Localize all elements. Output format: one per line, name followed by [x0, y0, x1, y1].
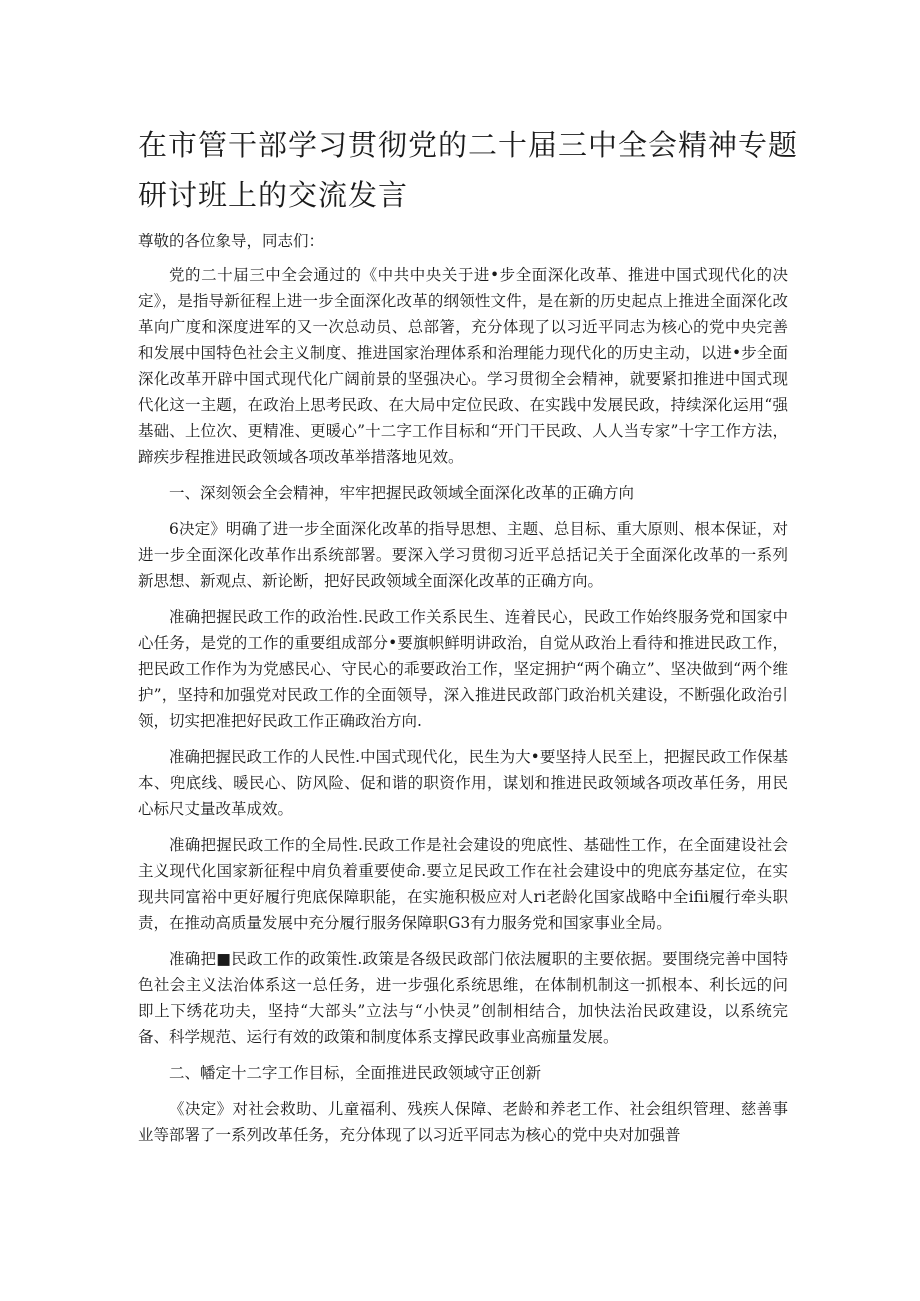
paragraph: 准确把握民政工作的政治性.民政工作关系民生、连着民心，民政工作始终服务党和国家中心任务，是党的工作的重要组成部分•要旗帜鲜明讲政治，自觉从政治上看待和推进民政工作，把民政工作作为为党感民心、守民心的乖要政治工作，坚定拥护“两个确立”、坚决做到“两个维护”，坚持和加强党对民政工作的全面领导，深入推进民政部门政治机关建设，不断强化政治引领，切实把准把好民政工作正确政治方向. — [138, 608, 788, 730]
paragraph: 《决定》对社会救助、儿童福利、残疾人保障、老龄和养老工作、社会组织管理、慈善事业等部署了一系列改革任务，充分体现了以习近平同志为核心的党中央对加强普 — [138, 1100, 788, 1144]
paragraph-intro: 党的二十届三中全会通过的《中共中央关于进•步全面深化改革、推进中国式现代化的决定》，是指导新征程上进一步全面深化改革的纲领性文件，是在新的历史起点上推进全面深化改革向广度和深度进军的又一次总动员、总部箸，充分体现了以习近平同志为核心的党中央完善和发展中国特色社会主义制度、推进国家治理体系和治理能力现代化的历史主动，以进•步全面深化改革开辟中国式现代化广阔前景的坚强决心。学习贯彻全会精神，就要紧扣推进中国式现代化这一主题，在政治上思考民政、在大局中定位民政、在实践中发展民政，持续深化运用“强基础、上位次、更精准、更暖心”十二字工作目标和“开门干民政、人人当专家”十字工作方法，蹄疾步程推进民政领域各项改革举措落地见效。 — [138, 266, 788, 466]
paragraph: 准确把握民政工作的全局性.民政工作是社会建设的兜底性、基础性工作，在全面建设社会主义现代化国家新征程中肩负着重要使命.要立足民政工作在社会建设中的兜底夯基定位，在实现共同富裕中更好履行兜底保障职能，在实施积极应对人ri老龄化国家战略中全ifii履行牵头职责，在推动高质量发展中充分履行服务保障职G3有力服务党和国家事业全局。 — [138, 836, 788, 932]
section-heading-2: 二、幡定十二字工作目标，全面推进民政领域守正创新 — [169, 1064, 542, 1082]
section-heading-1: 一、深刻领会全会精神，牢牢把握民政领域全面深化改革的正确方向 — [169, 484, 635, 502]
paragraph: 6决定》明确了进一步全面深化改革的指导思想、主题、总目标、重大原则、根本保证，对进一步全面深化改革作出系统部署。要深入学习贯彻习近平总括记关于全面深化改革的一系列新思想、新观点、新论断，把好民政领域全面深化改革的正确方向。 — [138, 520, 788, 590]
paragraph: 准确把握民政工作的人民性.中国式现代化，民生为大•要坚持人民至上，把握民政工作保基本、兜底线、暖民心、防风险、促和谐的职资作用，谋划和推进民政领域各项改革任务，用民心标尺丈量改革成效。 — [138, 748, 788, 818]
salutation: 尊敬的各位象导，同志们： — [138, 232, 325, 250]
document-body — [138, 228, 788, 1158]
document-title: 在市管干部学习贯彻党的二十届三中全会精神专题研讨班上的交流发言 — [138, 128, 799, 212]
paragraph: 准确把■民政工作的政策性.政策是各级民政部门依法履职的主要依据。要围绕完善中国特色社会主义法治体系这一总任务，进一步强化系统思维，在体制机制这一抓根本、利长远的问即上下绣花功夫，坚持“大部头”立法与“小快灵”创制相结合，加快法治民政建设，以系统完备、科学规范、运行有效的政策和制度体系支撑民政事业高痂量发展。 — [138, 950, 788, 1046]
